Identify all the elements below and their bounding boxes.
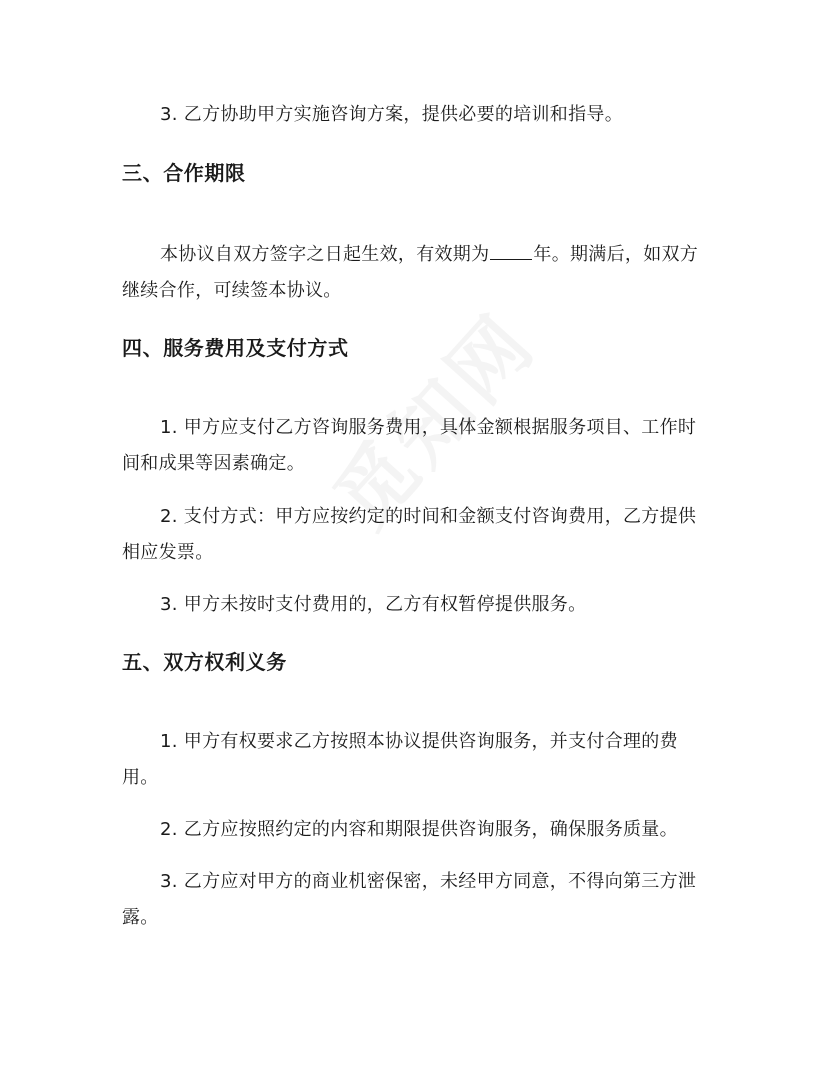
section4-item-1: 1. 甲方应支付乙方咨询服务费用，具体金额根据服务项目、工作时间和成果等因素确定。 (122, 417, 697, 474)
section3-heading: 三、合作期限 (122, 161, 246, 185)
section5-item-3: 3. 乙方应对甲方的商业机密保密，未经甲方同意，不得向第三方泄露。 (122, 871, 697, 928)
section4-item-2: 2. 支付方式：甲方应按约定的时间和金额支付咨询费用，乙方提供相应发票。 (122, 506, 697, 563)
section5-item-2: 2. 乙方应按照约定的内容和期限提供咨询服务，确保服务质量。 (160, 819, 678, 840)
section2-item-3: 3. 乙方协助甲方实施咨询方案，提供必要的培训和指导。 (160, 104, 623, 125)
section3-text-before: 本协议自双方签字之日起生效，有效期为 (160, 244, 490, 265)
section5-item-1: 1. 甲方有权要求乙方按照本协议提供咨询服务，并支付合理的费用。 (122, 731, 678, 788)
blank-line (490, 241, 532, 260)
section5-heading: 五、双方权利义务 (122, 650, 287, 674)
section3-text-after: 年。期满后，如双方继续合作，可续签本协议。 (122, 244, 699, 301)
section3-paragraph (122, 237, 702, 309)
section4-item-3: 3. 甲方未按时支付费用的，乙方有权暂停提供服务。 (160, 594, 587, 615)
section4-heading: 四、服务费用及支付方式 (122, 336, 349, 360)
